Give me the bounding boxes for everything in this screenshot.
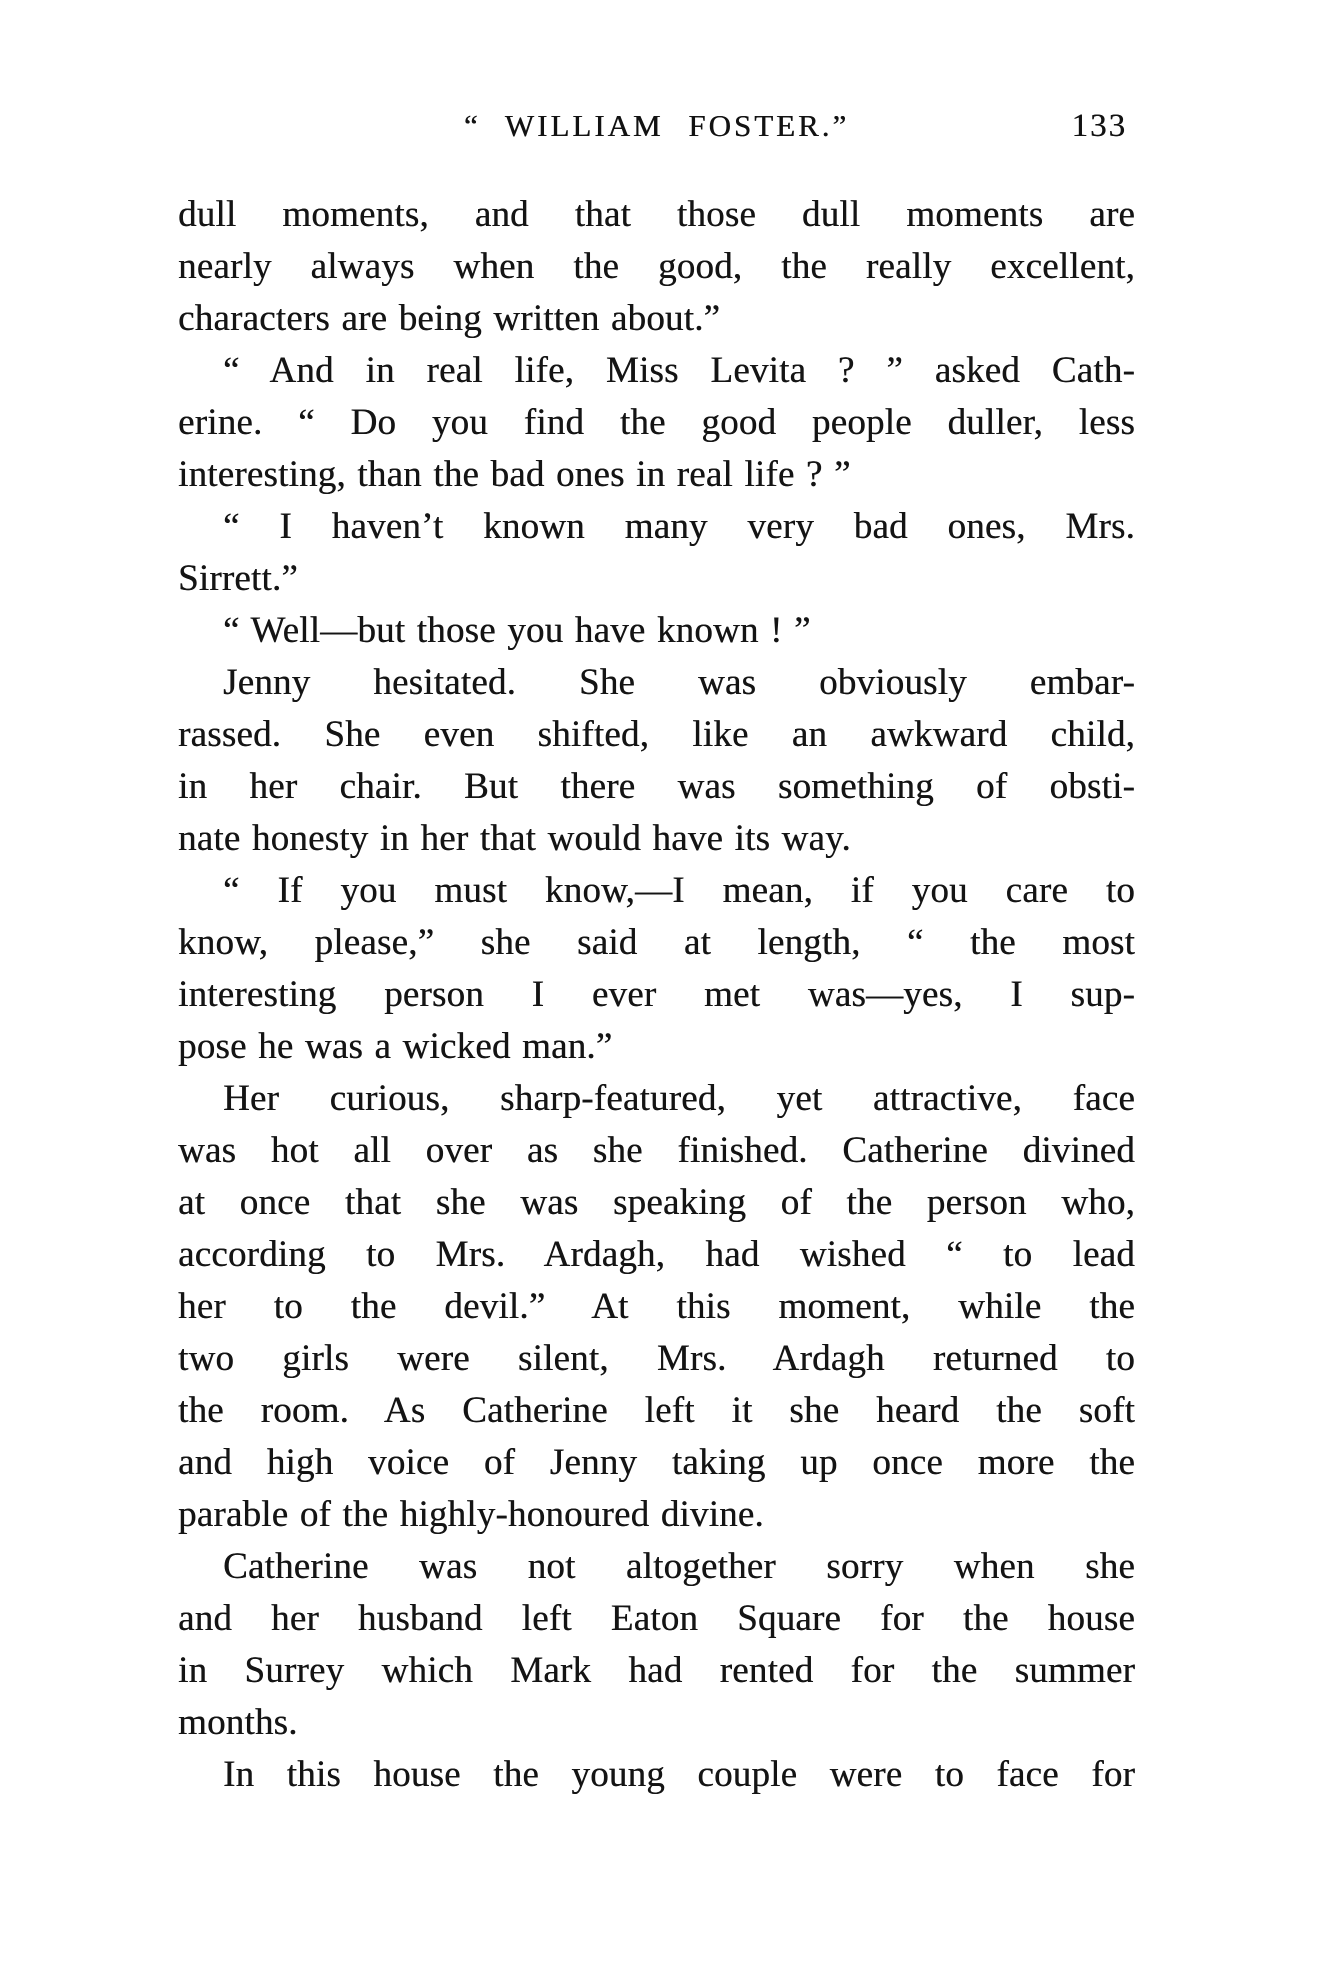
text-line: know, please,” she said at length, “ the most — [178, 922, 1135, 963]
running-head — [178, 108, 1135, 152]
text-line: Catherine was not altogether sorry when she — [223, 1546, 1135, 1587]
text-line: Sirrett.” — [178, 558, 298, 599]
text-line: and high voice of Jenny taking up once more the — [178, 1442, 1135, 1483]
text-line: “ Well—but those you have known ! ” — [223, 610, 811, 651]
text-line: in her chair. But there was something of obsti- — [178, 766, 1135, 807]
body-text — [178, 189, 1135, 1801]
text-line: two girls were silent, Mrs. Ardagh returned to — [178, 1338, 1135, 1379]
text-line: and her husband left Eaton Square for the house — [178, 1598, 1135, 1639]
text-line: parable of the highly-honoured divine. — [178, 1494, 764, 1535]
running-title: “ WILLIAM FOSTER.” — [463, 108, 850, 143]
text-line: at once that she was speaking of the person who, — [178, 1182, 1135, 1223]
text-line: Jenny hesitated. She was obviously embar- — [223, 662, 1135, 703]
text-line: interesting person I ever met was—yes, I sup- — [178, 974, 1135, 1015]
text-line: interesting, than the bad ones in real life ? ” — [178, 454, 851, 495]
text-line: erine. “ Do you find the good people duller, less — [178, 402, 1135, 443]
text-line: characters are being written about.” — [178, 298, 721, 339]
text-line: months. — [178, 1702, 298, 1743]
text-line: rassed. She even shifted, like an awkward child, — [178, 714, 1135, 755]
text-line: “ If you must know,—I mean, if you care to — [223, 870, 1135, 911]
text-line: nearly always when the good, the really excellent, — [178, 246, 1135, 287]
text-line: “ I haven’t known many very bad ones, Mrs. — [223, 506, 1135, 547]
text-line: Her curious, sharp-featured, yet attractive, face — [223, 1078, 1135, 1119]
text-line: was hot all over as she finished. Catherine divined — [178, 1130, 1135, 1171]
text-line: in Surrey which Mark had rented for the summer — [178, 1650, 1135, 1691]
text-line: the room. As Catherine left it she heard the soft — [178, 1390, 1135, 1431]
text-line: according to Mrs. Ardagh, had wished “ to lead — [178, 1234, 1135, 1275]
text-line: “ And in real life, Miss Levita ? ” asked Cath- — [223, 350, 1135, 391]
text-line: her to the devil.” At this moment, while the — [178, 1286, 1135, 1327]
text-line: dull moments, and that those dull moments are — [178, 194, 1135, 235]
page-number: 133 — [1071, 108, 1127, 144]
text-line: In this house the young couple were to face for — [223, 1754, 1135, 1795]
text-line: nate honesty in her that would have its way. — [178, 818, 851, 859]
text-line: pose he was a wicked man.” — [178, 1026, 613, 1067]
